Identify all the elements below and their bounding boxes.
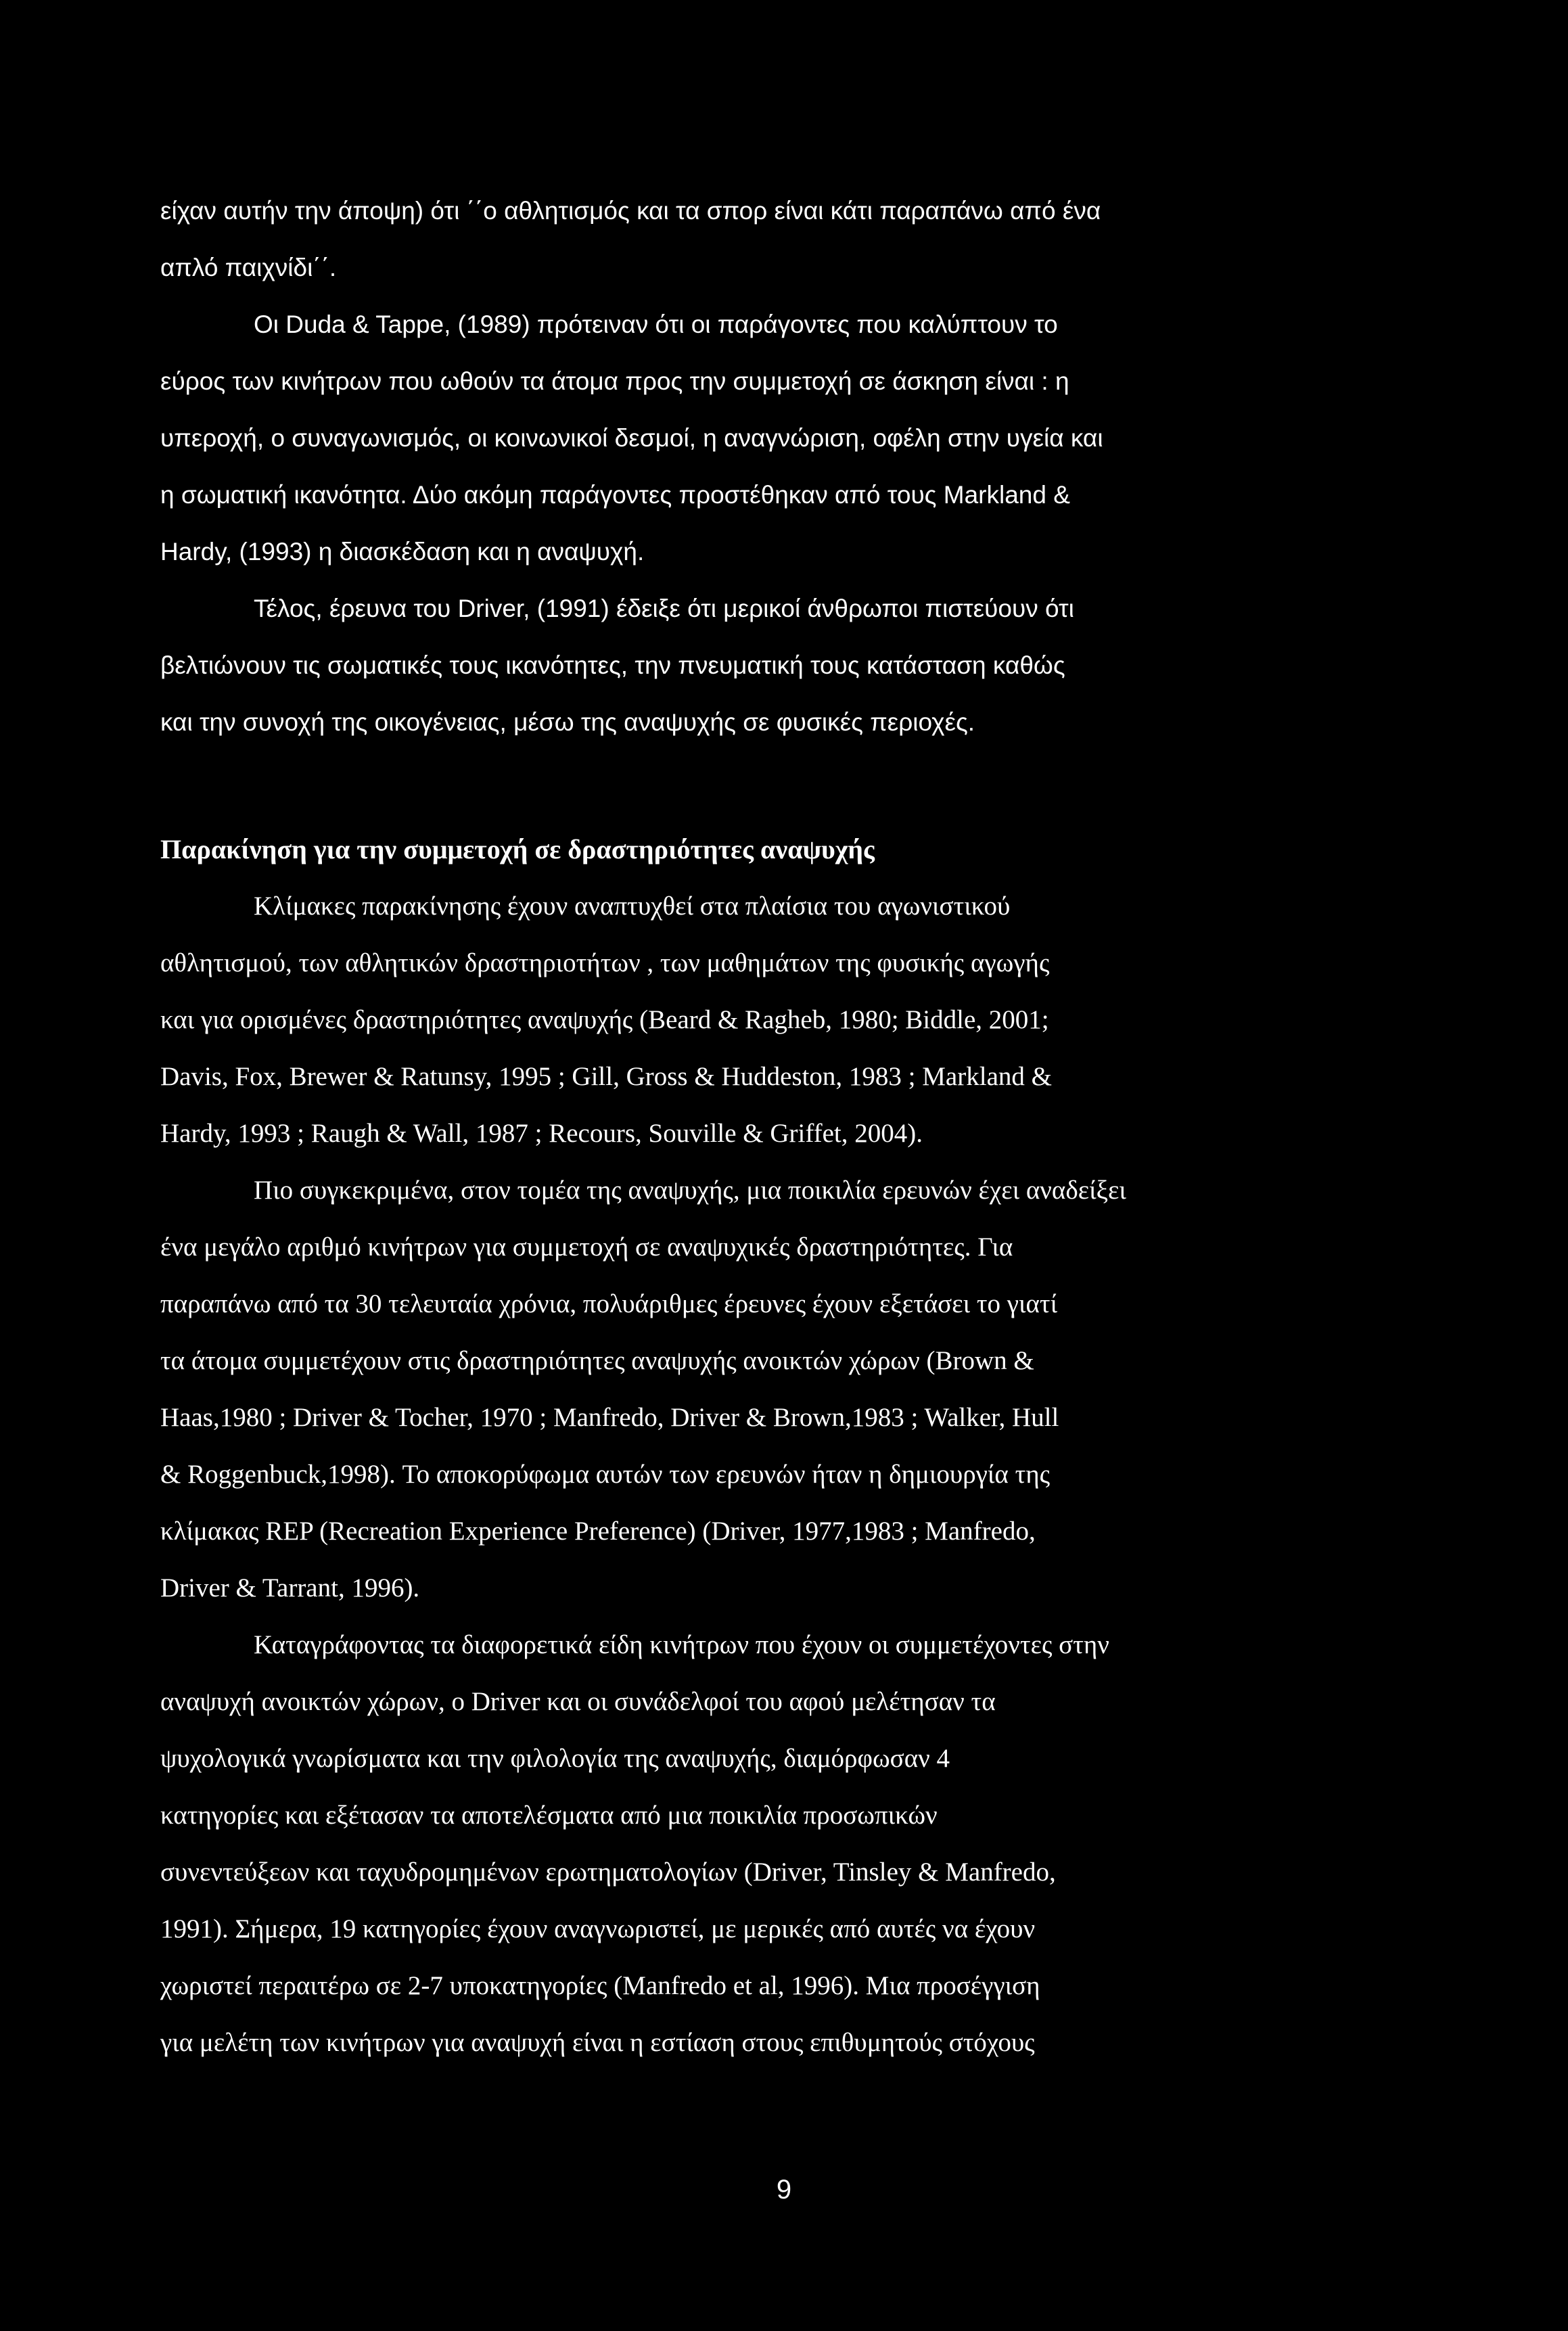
text-line: τα άτομα συμμετέχουν στις δραστηριότητες αναψυχής ανοικτών χώρων (Brown &	[160, 1346, 1034, 1375]
text-line: συνεντεύξεων και ταχυδρομημένων ερωτηματολογίων (Driver, Tinsley & Manfredo,	[160, 1857, 1056, 1887]
text-line: η σωματική ικανότητα. Δύο ακόμη παράγοντες προστέθηκαν από τους Markland &	[160, 481, 1070, 509]
text-line: κλίμακας REP (Recreation Experience Preference) (Driver, 1977,1983 ; Manfredo,	[160, 1517, 1036, 1546]
text-line: Hardy, 1993 ; Raugh & Wall, 1987 ; Recours, Souville & Griffet, 2004).	[160, 1119, 923, 1148]
section-gap	[160, 751, 1304, 821]
text-line: υπεροχή, ο συναγωνισμός, οι κοινωνικοί δεσμοί, η αναγνώριση, οφέλη στην υγεία και	[160, 424, 1103, 452]
text-line: ψυχολογικά γνωρίσματα και την φιλολογία της αναψυχής, διαμόρφωσαν 4	[160, 1744, 950, 1773]
text-line: χωριστεί περαιτέρω σε 2-7 υποκατηγορίες (Manfredo et al, 1996). Μια προσέγγιση	[160, 1971, 1040, 2000]
text-line: Κλίμακες παρακίνησης έχουν αναπτυχθεί στα πλαίσια του αγωνιστικού	[254, 892, 1011, 921]
text-line: & Roggenbuck,1998). Το αποκορύφωμα αυτών των ερευνών ήταν η δημιουργία της	[160, 1460, 1051, 1489]
text-line: Πιο συγκεκριμένα, στον τομέα της αναψυχής, μια ποικιλία ερευνών έχει αναδείξει	[254, 1176, 1126, 1205]
text-line: ένα μεγάλο αριθμό κινήτρων για συμμετοχή σε αναψυχικές δραστηριότητες. Για	[160, 1232, 1013, 1262]
text-line: Hardy, (1993) η διασκέδαση και η αναψυχή.	[160, 538, 645, 566]
text-line: εύρος των κινήτρων που ωθούν τα άτομα προς την συμμετοχή σε άσκηση είναι : η	[160, 367, 1069, 395]
text-line: για μελέτη των κινήτρων για αναψυχή είναι η εστίαση στους επιθυμητούς στόχους	[160, 2028, 1035, 2057]
document-page	[160, 183, 1304, 2071]
text-line: παραπάνω από τα 30 τελευταία χρόνια, πολυάριθμες έρευνες έχουν εξετάσει το γιατί	[160, 1289, 1058, 1318]
text-line: και για ορισμένες δραστηριότητες αναψυχής (Beard & Ragheb, 1980; Biddle, 2001;	[160, 1005, 1049, 1034]
text-line: αναψυχή ανοικτών χώρων, ο Driver και οι συνάδελφοί του αφού μελέτησαν τα	[160, 1687, 996, 1716]
text-line: Driver & Tarrant, 1996).	[160, 1573, 420, 1602]
text-line: Τέλος, έρευνα του Driver, (1991) έδειξε ότι μερικοί άνθρωποι πιστεύουν ότι	[254, 595, 1074, 622]
page-number: 9	[776, 2175, 792, 2205]
text-line: είχαν αυτήν την άποψη) ότι ΄΄ο αθλητισμός και τα σπορ είναι κάτι παραπάνω από ένα	[160, 197, 1101, 225]
text-line: αθλητισμού, των αθλητικών δραστηριοτήτων , των μαθημάτων της φυσικής αγωγής	[160, 948, 1050, 977]
text-line: Οι Duda & Tappe, (1989) πρότειναν ότι οι παράγοντες που καλύπτουν το	[254, 310, 1058, 338]
text-line: Καταγράφοντας τα διαφορετικά είδη κινήτρων που έχουν οι συμμετέχοντες στην	[254, 1630, 1109, 1659]
section-motivation	[160, 821, 1304, 2071]
text-line: βελτιώνουν τις σωματικές τους ικανότητες, την πνευματική τους κατάσταση καθώς	[160, 651, 1065, 679]
text-line: και την συνοχή της οικογένειας, μέσω της αναψυχής σε φυσικές περιοχές.	[160, 708, 975, 736]
section-heading: Παρακίνηση για την συμμετοχή σε δραστηριότητες αναψυχής	[160, 834, 875, 864]
text-line: κατηγορίες και εξέτασαν τα αποτελέσματα από μια ποικιλία προσωπικών	[160, 1801, 938, 1830]
section-intro	[160, 183, 1304, 751]
text-line: Haas,1980 ; Driver & Tocher, 1970 ; Manfredo, Driver & Brown,1983 ; Walker, Hull	[160, 1403, 1059, 1432]
text-line: 1991). Σήμερα, 19 κατηγορίες έχουν αναγνωριστεί, με μερικές από αυτές να έχουν	[160, 1914, 1036, 1943]
text-line: Davis, Fox, Brewer & Ratunsy, 1995 ; Gill, Gross & Huddeston, 1983 ; Markland &	[160, 1062, 1052, 1091]
text-line: απλό παιχνίδι΄΄.	[160, 254, 337, 281]
